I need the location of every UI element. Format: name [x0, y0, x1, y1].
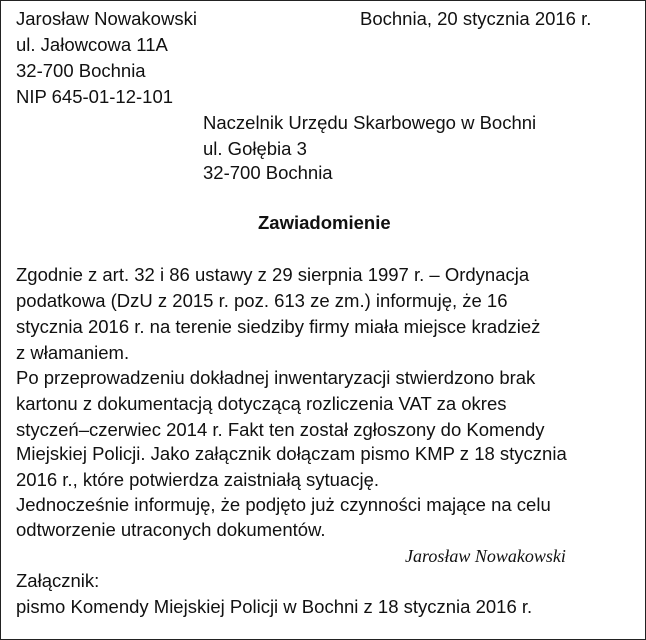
body-line: z włamaniem. [16, 342, 130, 363]
body-line: podatkowa (DzU z 2015 r. poz. 613 ze zm.) informuję, że 16 [16, 290, 508, 311]
body-line: odtworzenie utraconych dokumentów. [16, 519, 326, 540]
sender-nip: NIP 645-01-12-101 [16, 86, 174, 107]
sender-city: 32-700 Bochnia [16, 60, 146, 81]
recipient-title: Naczelnik Urzędu Skarbowego w Bochni [203, 112, 537, 133]
body-line: 2016 r., które potwierdza zaistniałą sytuację. [16, 469, 379, 490]
recipient-street: ul. Gołębia 3 [203, 138, 307, 159]
body-line: styczeń–czerwiec 2014 r. Fakt ten został zgłoszony do Komendy [16, 419, 545, 440]
body-line: Jednocześnie informuję, że podjęto już czynności mające na celu [16, 494, 551, 515]
attachment-label: Załącznik: [16, 570, 100, 591]
signature: Jarosław Nowakowski [405, 546, 566, 566]
recipient-city: 32-700 Bochnia [203, 162, 333, 183]
document-heading: Zawiadomienie [258, 212, 391, 233]
body-line: Po przeprowadzeniu dokładnej inwentaryzacji stwierdzono brak [16, 367, 536, 388]
attachment-text: pismo Komendy Miejskiej Policji w Bochni z 18 stycznia 2016 r. [16, 596, 533, 617]
body-line: Zgodnie z art. 32 i 86 ustawy z 29 sierpnia 1997 r. – Ordynacja [16, 264, 530, 285]
body-line: kartonu z dokumentacją dotyczącą rozliczenia VAT za okres [16, 393, 507, 414]
place-date: Bochnia, 20 stycznia 2016 r. [360, 8, 592, 29]
body-line: Miejskiej Policji. Jako załącznik dołączam pismo KMP z 18 stycznia [16, 443, 567, 464]
sender-name: Jarosław Nowakowski [16, 8, 197, 29]
sender-street: ul. Jałowcowa 11A [16, 34, 168, 55]
body-line: stycznia 2016 r. na terenie siedziby firmy miała miejsce kradzież [16, 316, 541, 337]
